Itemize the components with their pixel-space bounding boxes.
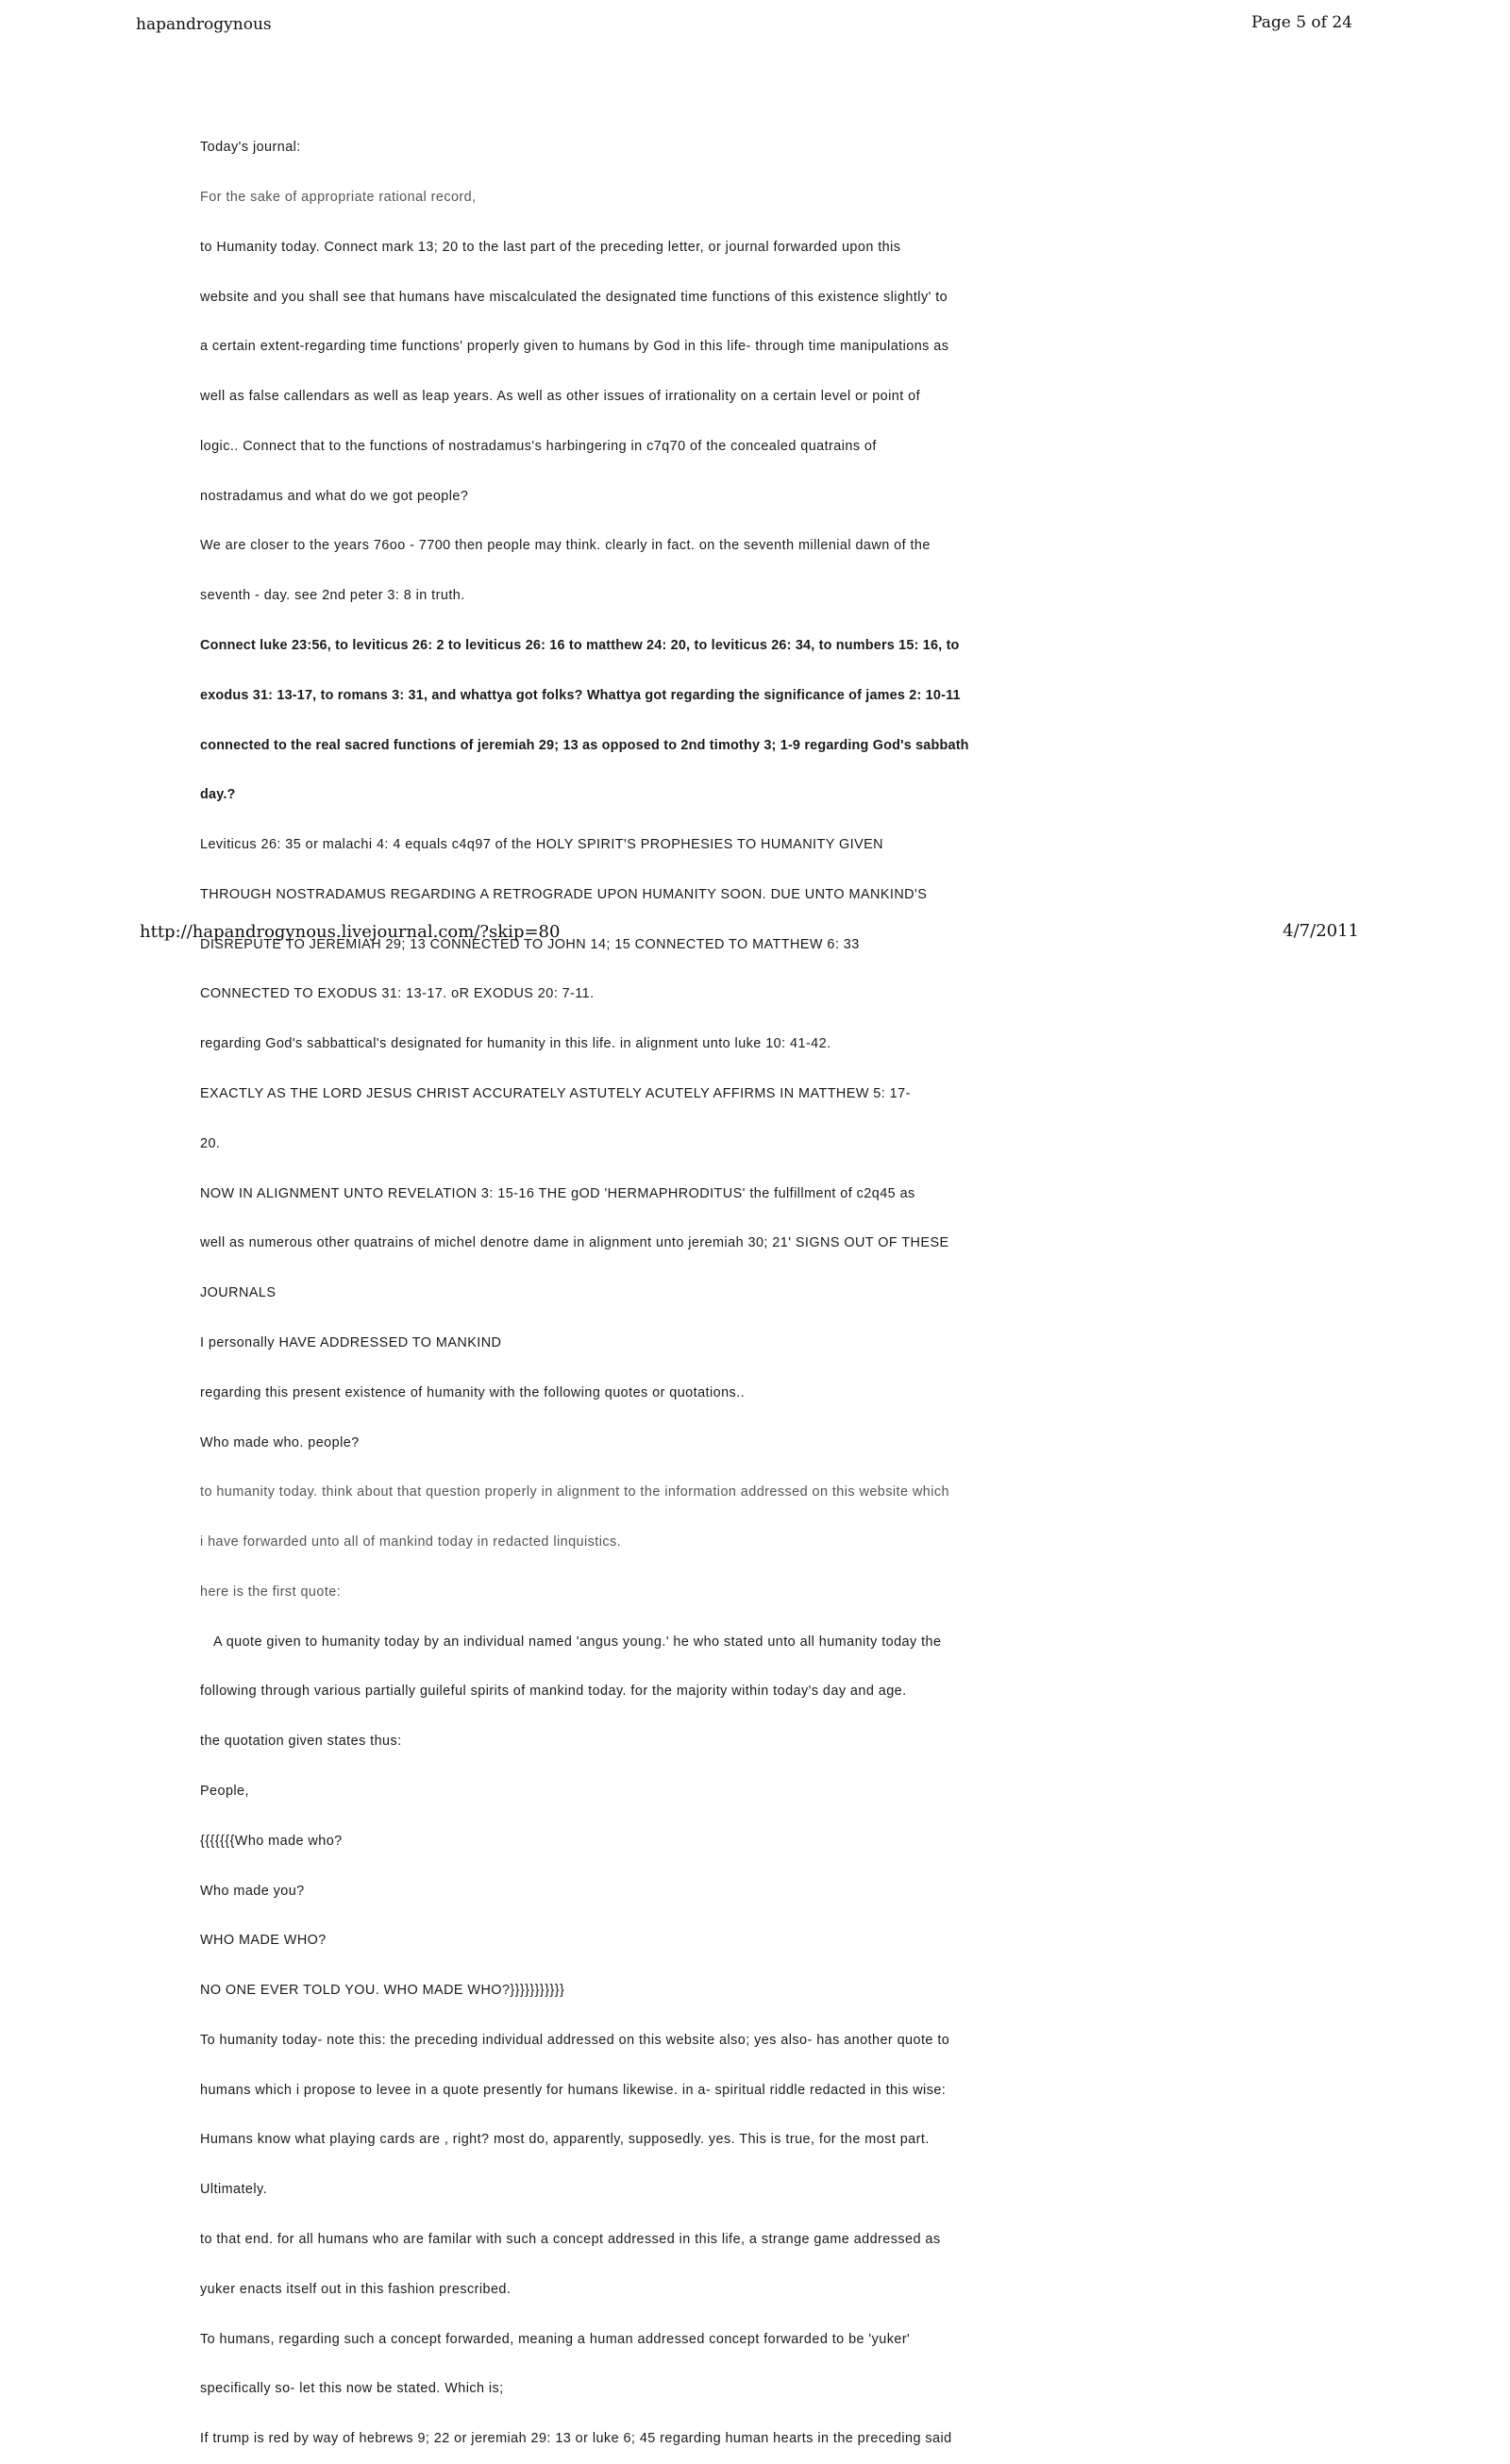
journal-line: website and you shall see that humans have miscalculated the designated time functions of this existence slightly' to xyxy=(200,289,948,305)
journal-line: here is the first quote: xyxy=(200,1584,342,1600)
journal-line: WHO MADE WHO? xyxy=(200,1933,327,1949)
journal-line: seventh - day. see 2nd peter 3: 8 in truth. xyxy=(200,588,465,604)
journal-line: regarding God's sabbattical's designated for humanity in this life. in alignment unto luke 10: 41-42. xyxy=(200,1036,831,1052)
journal-line: NOW IN ALIGNMENT UNTO REVELATION 3: 15-16 THE gOD 'HERMAPHRODITUS' the fulfillment of c2q45 as xyxy=(200,1185,915,1201)
journal-line: humans which i propose to levee in a quote presently for humans likewise. in a- spiritual riddle redacted in this wise: xyxy=(200,2082,947,2098)
journal-line: well as numerous other quatrains of michel denotre dame in alignment unto jeremiah 30; 21' SIGNS OUT OF THESE xyxy=(200,1235,949,1251)
journal-line: logic.. Connect that to the functions of nostradamus's harbingering in c7q70 of the concealed quatrains of xyxy=(200,438,877,454)
journal-line: regarding this present existence of humanity with the following quotes or quotations.. xyxy=(200,1384,746,1400)
journal-line: {{{{{{{Who made who? xyxy=(200,1833,343,1849)
journal-line: Connect luke 23:56, to leviticus 26: 2 to leviticus 26: 16 to matthew 24: 20, to leviticus 26: 34, to numbers 15: 16, to xyxy=(200,638,960,653)
page-indicator: Page 5 of 24 xyxy=(1251,13,1352,32)
journal-line: to Humanity today. Connect mark 13; 20 to the last part of the preceding letter, or journal forwarded upon this xyxy=(200,239,901,255)
journal-line: Today's journal: xyxy=(200,140,301,156)
journal-line: the quotation given states thus: xyxy=(200,1734,402,1750)
journal-line: exodus 31: 13-17, to romans 3: 31, and whattya got folks? Whattya got regarding the significance of james 2: 10-11 xyxy=(200,687,961,703)
journal-line: to that end. for all humans who are familar with such a concept addressed in this life, a strange game addressed as xyxy=(200,2232,941,2247)
journal-line: CONNECTED TO EXODUS 31: 13-17. oR EXODUS 20: 7-11. xyxy=(200,986,595,1002)
footer-url-link[interactable]: http://hapandrogynous.livejournal.com/?skip=80 xyxy=(140,922,561,942)
journal-line: nostradamus and what do we got people? xyxy=(200,488,469,504)
journal-line: Leviticus 26: 35 or malachi 4: 4 equals c4q97 of the HOLY SPIRIT'S PROPHESIES TO HUMANITY GIVEN xyxy=(200,837,884,853)
journal-line: People, xyxy=(200,1783,249,1799)
journal-line: If trump is red by way of hebrews 9; 22 or jeremiah 29: 13 or luke 6; 45 regarding human hearts in the preceding said xyxy=(200,2431,952,2447)
journal-line: Ultimately. xyxy=(200,2182,268,2198)
journal-line: connected to the real sacred functions of jeremiah 29; 13 as opposed to 2nd timothy 3; 1-9 regarding God's sabbath xyxy=(200,737,969,753)
journal-line: specifically so- let this now be stated. Which is; xyxy=(200,2381,504,2397)
journal-line: To humans, regarding such a concept forwarded, meaning a human addressed concept forwarded to be 'yuker' xyxy=(200,2331,911,2347)
journal-line: 20. xyxy=(200,1135,221,1151)
journal-body xyxy=(200,107,1370,2464)
journal-line: Who made you? xyxy=(200,1883,305,1899)
journal-line: To humanity today- note this: the preceding individual addressed on this website also; yes also- has another quote to xyxy=(200,2032,950,2048)
journal-line: following through various partially guileful spirits of mankind today. for the majority within today's day and age. xyxy=(200,1684,907,1700)
journal-line: to humanity today. think about that question properly in alignment to the information addressed on this website which xyxy=(200,1484,949,1500)
journal-line: i have forwarded unto all of mankind today in redacted linquistics. xyxy=(200,1534,622,1550)
journal-line: well as false callendars as well as leap years. As well as other issues of irrationality on a certain level or point of xyxy=(200,389,921,405)
journal-line: THROUGH NOSTRADAMUS REGARDING A RETROGRADE UPON HUMANITY SOON. DUE UNTO MANKIND'S xyxy=(200,886,928,902)
journal-line: A quote given to humanity today by an individual named 'angus young.' he who stated unto all humanity today the xyxy=(213,1634,942,1650)
journal-line: Who made who. people? xyxy=(200,1434,360,1450)
journal-line: EXACTLY AS THE LORD JESUS CHRIST ACCURATELY ASTUTELY ACUTELY AFFIRMS IN MATTHEW 5: 17- xyxy=(200,1086,911,1102)
journal-line: JOURNALS xyxy=(200,1285,277,1301)
journal-line: day.? xyxy=(200,787,236,803)
footer-date: 4/7/2011 xyxy=(1283,921,1359,941)
journal-line: a certain extent-regarding time functions' properly given to humans by God in this life- through time manipulations as xyxy=(200,339,949,355)
journal-line: NO ONE EVER TOLD YOU. WHO MADE WHO?}}}}}}}}}}} xyxy=(200,1983,565,1999)
journal-line: Humans know what playing cards are , right? most do, apparently, supposedly. yes. This is true, for the most part. xyxy=(200,2132,930,2148)
journal-line: DISREPUTE TO JEREMIAH 29; 13 CONNECTED TO JOHN 14; 15 CONNECTED TO MATTHEW 6: 33 xyxy=(200,936,860,952)
journal-line: I personally HAVE ADDRESSED TO MANKIND xyxy=(200,1334,502,1350)
journal-line: yuker enacts itself out in this fashion prescribed. xyxy=(200,2281,512,2297)
journal-line: We are closer to the years 76oo - 7700 then people may think. clearly in fact. on the seventh millenial dawn of the xyxy=(200,538,931,554)
site-title: hapandrogynous xyxy=(136,15,272,34)
journal-line: For the sake of appropriate rational record, xyxy=(200,189,477,205)
